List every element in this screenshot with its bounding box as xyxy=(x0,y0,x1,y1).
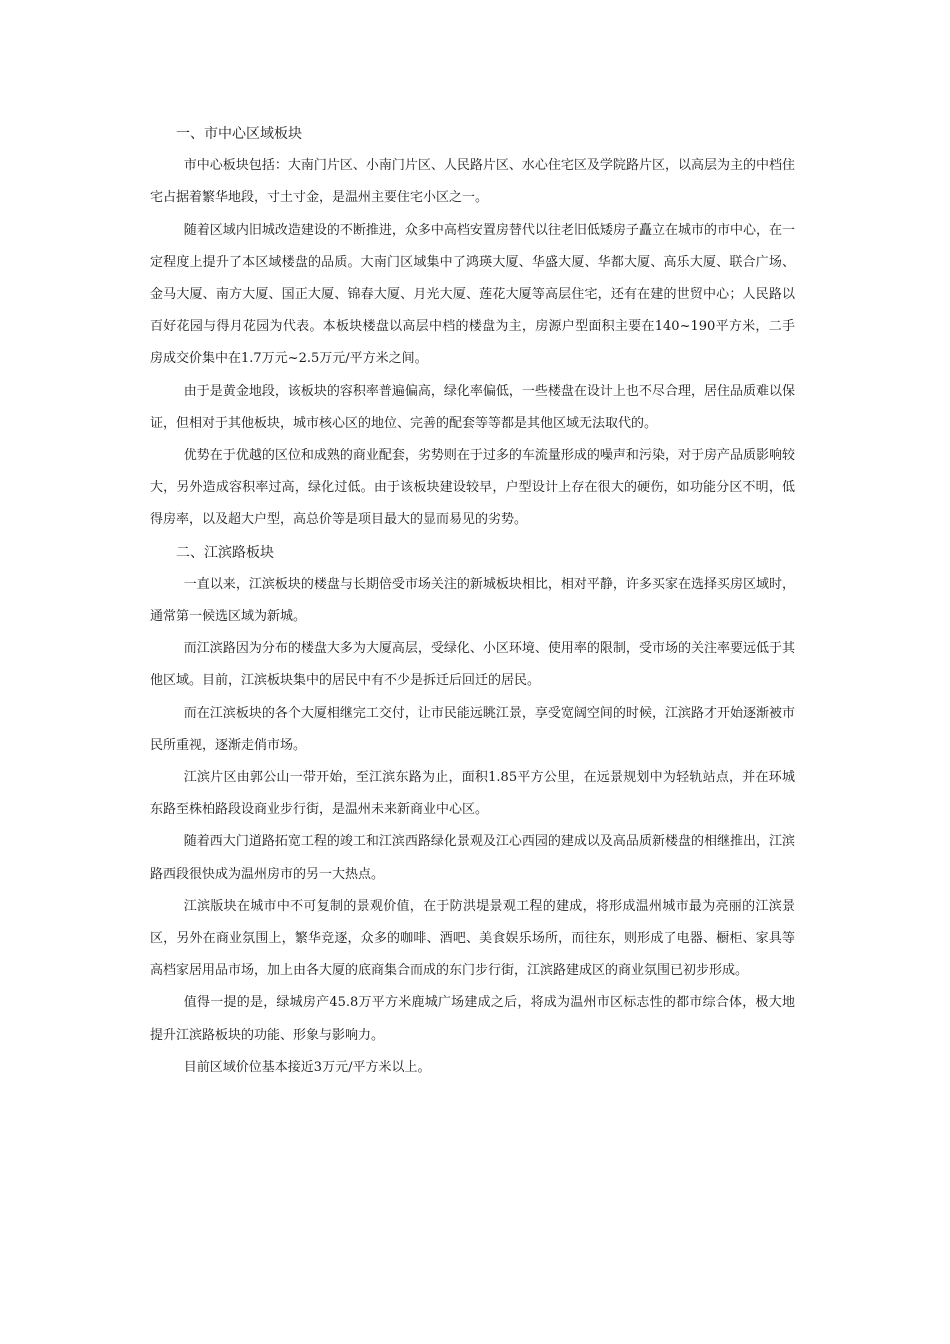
paragraph: 目前区域价位基本接近3万元/平方米以上。 xyxy=(183,1059,431,1075)
paragraph: 市中心板块包括：大南门片区、小南门片区、人民路片区、水心住宅区及学院路片区，以高层为主的中档住宅占据着繁华地段，寸土寸金，是温州主要住宅小区之一。 xyxy=(150,158,795,206)
document-page xyxy=(150,118,795,1084)
paragraph: 江滨版块在城市中不可复制的景观价值，在于防洪堤景观工程的建成，将形成温州城市最为亮丽的江滨景区，另外在商业氛围上，繁华竞逐，众多的咖啡、酒吧、美食娱乐场所，而往东，则形成了电器、橱柜、家具等高档家居用品市场，加上由各大厦的底商集合而成的东门步行街，江滨路建成区的商业氛围已初步形成。 xyxy=(150,898,795,979)
paragraph: 而江滨路因为分布的楼盘大多为大厦高层，受绿化、小区环境、使用率的限制，受市场的关注率要远低于其他区域。目前，江滨板块集中的居民中有不少是拆迁后回迁的居民。 xyxy=(150,641,795,689)
paragraph: 由于是黄金地段，该板块的容积率普遍偏高，绿化率偏低，一些楼盘在设计上也不尽合理，居住品质难以保证，但相对于其他板块，城市核心区的地位、完善的配套等等都是其他区域无法取代的。 xyxy=(150,383,795,431)
section-heading-city-center: 一、市中心区域板块 xyxy=(176,126,302,142)
paragraph: 江滨片区由郭公山一带开始，至江滨东路为止，面积1.85平方公里，在远景规划中为轻轨站点，并在环城东路至株柏路段设商业步行街，是温州未来新商业中心区。 xyxy=(150,770,795,818)
paragraph: 值得一提的是，绿城房产45.8万平方米鹿城广场建成之后，将成为温州市区标志性的都市综合体，极大地提升江滨路板块的功能、形象与影响力。 xyxy=(150,995,795,1043)
paragraph: 随着区域内旧城改造建设的不断推进，众多中高档安置房替代以往老旧低矮房子矗立在城市的市中心，在一定程度上提升了本区域楼盘的品质。大南门区域集中了鸿瑛大厦、华盛大厦、华都大厦、高乐大厦、联合广场、金马大厦、南方大厦、国正大厦、锦春大厦、月光大厦、莲花大厦等高层住宅，还有在建的世贸中心；人民路以百好花园与得月花园为代表。本板块楼盘以高层中档的楼盘为主，房源户型面积主要在140~190平方米，二手房成交价集中在1.7万元~2.5万元/平方米之间。 xyxy=(150,222,795,367)
paragraph: 优势在于优越的区位和成熟的商业配套，劣势则在于过多的车流量形成的噪声和污染，对于房产品质影响较大，另外造成容积率过高，绿化过低。由于该板块建设较早，户型设计上存在很大的硬伤，如功能分区不明，低得房率，以及超大户型，高总价等是项目最大的显而易见的劣势。 xyxy=(150,448,795,528)
section-heading-jiangbin-road: 二、江滨路板块 xyxy=(176,544,274,561)
paragraph: 一直以来，江滨板块的楼盘与长期倍受市场关注的新城板块相比，相对平静，许多买家在选择买房区域时，通常第一候选区域为新城。 xyxy=(150,576,795,625)
paragraph: 而在江滨板块的各个大厦相继完工交付，让市民能远眺江景，享受宽阔空间的时候，江滨路才开始逐渐被市民所重视，逐渐走俏市场。 xyxy=(150,705,795,753)
paragraph: 随着西大门道路拓宽工程的竣工和江滨西路绿化景观及江心西园的建成以及高品质新楼盘的相继推出，江滨路西段很快成为温州房市的另一大热点。 xyxy=(150,834,795,882)
